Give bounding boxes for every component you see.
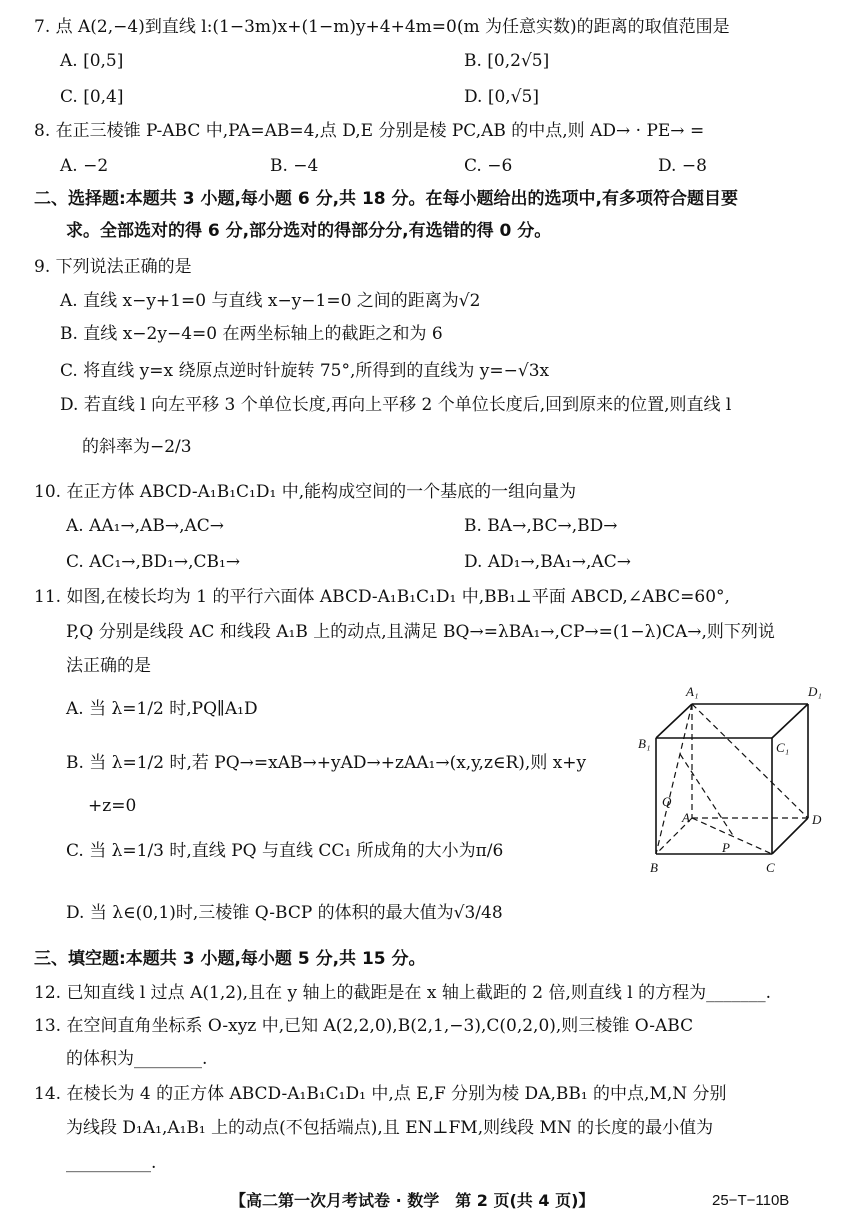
edge-a1-b1 xyxy=(656,704,692,738)
q9-option-d-line2: 的斜率为−2/3 xyxy=(82,437,192,457)
label-p: P xyxy=(722,840,730,855)
q7-stem: 7. 点 A(2,−4)到直线 l:(1−3m)x+(1−m)y+4+4m=0(m 为任意实数)的距离的取值范围是 xyxy=(34,17,730,37)
q7-option-c: C. [0,4] xyxy=(60,87,124,107)
q11-option-d: D. 当 λ∈(0,1)时,三棱锥 Q-BCP 的体积的最大值为√3/48 xyxy=(66,903,503,923)
q8-option-a: A. −2 xyxy=(60,156,109,176)
footer-title: 【高二第一次月考试卷 · 数学 第 2 页(共 4 页)】 xyxy=(230,1191,595,1210)
q7-option-d: D. [0,√5] xyxy=(464,87,539,107)
q7-option-a: A. [0,5] xyxy=(60,51,124,71)
q10-option-d: D. AD₁→,BA₁→,AC→ xyxy=(464,552,631,572)
q11-stem-line3: 法正确的是 xyxy=(66,656,151,676)
q13-line2: 的体积为________. xyxy=(66,1049,208,1069)
q10-option-b: B. BA→,BC→,BD→ xyxy=(464,516,618,536)
section2-heading-line2: 求。全部选对的得 6 分,部分选对的得部分分,有选错的得 0 分。 xyxy=(66,221,552,241)
label-a: A xyxy=(682,810,690,825)
label-d: D xyxy=(812,812,822,827)
section3-heading: 三、填空题:本题共 3 小题,每小题 5 分,共 15 分。 xyxy=(34,949,426,969)
q10-option-c: C. AC₁→,BD₁→,CB₁→ xyxy=(66,552,241,572)
q11-option-c: C. 当 λ=1/3 时,直线 PQ 与直线 CC₁ 所成角的大小为π/6 xyxy=(66,841,504,861)
q9-option-d-line1: D. 若直线 l 向左平移 3 个单位长度,再向上平移 2 个单位长度后,回到原来的位置,则直线 l xyxy=(60,395,732,415)
segment-a-c xyxy=(692,818,772,854)
q14-line3: __________. xyxy=(66,1153,157,1173)
label-b1: B₁ xyxy=(638,736,651,751)
segment-a1-b xyxy=(656,704,692,854)
footer-code: 25−T−110B xyxy=(712,1192,790,1209)
q9-option-a: A. 直线 x−y+1=0 与直线 x−y−1=0 之间的距离为√2 xyxy=(60,291,481,311)
label-b: B xyxy=(650,860,658,875)
edge-d1-c1 xyxy=(772,704,808,738)
label-c: C xyxy=(766,860,775,875)
parallelepiped-figure xyxy=(636,682,836,876)
q11-option-b-line2: +z=0 xyxy=(88,796,137,816)
q10-option-a: A. AA₁→,AB→,AC→ xyxy=(66,516,225,536)
label-a1: A₁ xyxy=(686,684,699,699)
q13-line1: 13. 在空间直角坐标系 O-xyz 中,已知 A(2,2,0),B(2,1,−3),C(0,2,0),则三棱锥 O-ABC xyxy=(34,1016,694,1036)
q11-option-b-line1: B. 当 λ=1/2 时,若 PQ→=xAB→+yAD→+zAA₁→(x,y,z∈R),则 x+y xyxy=(66,753,587,773)
q14-line1: 14. 在棱长为 4 的正方体 ABCD-A₁B₁C₁D₁ 中,点 E,F 分别为棱 DA,BB₁ 的中点,M,N 分别 xyxy=(34,1084,727,1104)
q11-stem-line1: 11. 如图,在棱长均为 1 的平行六面体 ABCD-A₁B₁C₁D₁ 中,BB₁⊥平面 ABCD,∠ABC=60°, xyxy=(34,587,730,607)
q8-option-d: D. −8 xyxy=(658,156,707,176)
q8-option-c: C. −6 xyxy=(464,156,513,176)
q9-option-b: B. 直线 x−2y−4=0 在两坐标轴上的截距之和为 6 xyxy=(60,324,443,344)
edge-c-d xyxy=(772,818,808,854)
q8-option-b: B. −4 xyxy=(270,156,319,176)
q8-stem: 8. 在正三棱锥 P-ABC 中,PA=AB=4,点 D,E 分别是棱 PC,AB 的中点,则 AD→ · PE→ = xyxy=(34,121,705,141)
section2-heading-line1: 二、选择题:本题共 3 小题,每小题 6 分,共 18 分。在每小题给出的选项中,有多项符合题目要 xyxy=(34,189,738,209)
q12-text: 12. 已知直线 l 过点 A(1,2),且在 y 轴上的截距是在 x 轴上截距的 2 倍,则直线 l 的方程为_______. xyxy=(34,983,772,1003)
q10-stem: 10. 在正方体 ABCD-A₁B₁C₁D₁ 中,能构成空间的一个基底的一组向量为 xyxy=(34,482,577,502)
label-d1: D₁ xyxy=(808,684,822,699)
label-q: Q xyxy=(662,794,672,809)
q9-stem: 9. 下列说法正确的是 xyxy=(34,257,192,277)
q11-stem-line2: P,Q 分别是线段 AC 和线段 A₁B 上的动点,且满足 BQ→=λBA₁→,CP→=(1−λ)CA→,则下列说 xyxy=(66,622,775,642)
q11-option-a: A. 当 λ=1/2 时,PQ∥A₁D xyxy=(66,699,258,719)
q9-option-c: C. 将直线 y=x 绕原点逆时针旋转 75°,所得到的直线为 y=−√3x xyxy=(60,361,550,381)
q7-option-b: B. [0,2√5] xyxy=(464,51,550,71)
label-c1: C₁ xyxy=(776,740,790,755)
q14-line2: 为线段 D₁A₁,A₁B₁ 上的动点(不包括端点),且 EN⊥FM,则线段 MN 的长度的最小值为 xyxy=(66,1118,714,1138)
